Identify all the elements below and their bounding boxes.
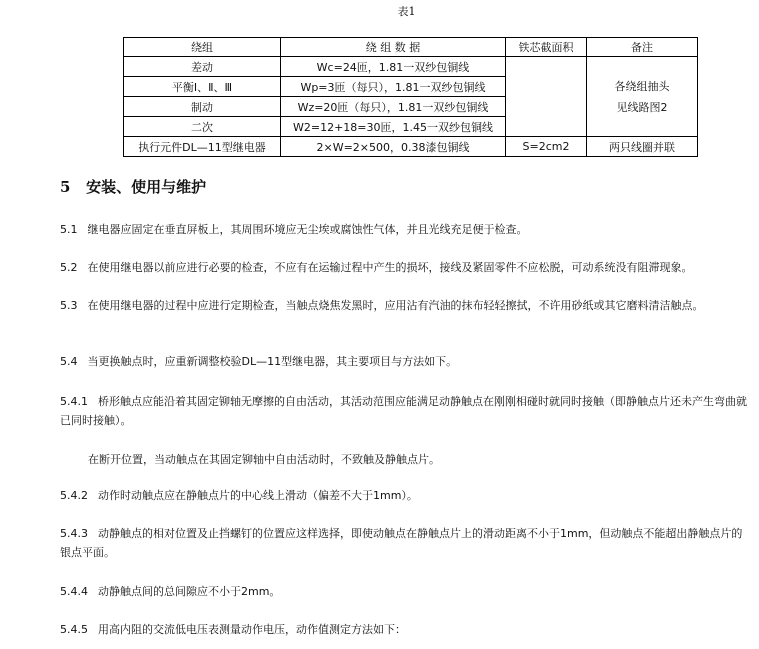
paragraph-5-2: [60, 258, 750, 277]
header-winding: 绕组: [124, 38, 281, 57]
cell-merged-remark: [587, 57, 698, 137]
header-winding-data: 绕 组 数 据: [281, 38, 506, 57]
cell-winding-name: 差动: [124, 57, 281, 77]
cell-winding-data: 2×W=2×500，0.38漆包铜线: [281, 137, 506, 157]
remark-line-2: 见线路图2: [616, 100, 668, 114]
paragraph-5-4-4: [60, 582, 750, 601]
paragraph-text: 桥形触点应能沿着其固定铆轴无摩擦的自由活动，其活动范围应能满足动静触点在刚刚相碰时就同时接触（即静触点片还未产生弯曲就已同时接触）。: [60, 395, 747, 427]
paragraph-text: 当更换触点时，应重新调整校验DL—11型继电器，其主要项目与方法如下。: [87, 355, 458, 368]
cell-winding-name: 二次: [124, 117, 281, 137]
winding-spec-table: [123, 37, 698, 157]
paragraph-text: 动静触点间的总间隙应不小于2mm。: [98, 585, 281, 598]
cell-remark: 两只线圈并联: [587, 137, 698, 157]
cell-winding-name: 制动: [124, 97, 281, 117]
paragraph-number: 5.4.3: [60, 527, 88, 540]
cell-winding-data: Wp=3匝（每只），1.81一双纱包铜线: [281, 77, 506, 97]
table-caption: 表1: [397, 5, 416, 18]
cell-winding-name: 执行元件DL—11型继电器: [124, 137, 281, 157]
header-remark: 备注: [587, 38, 698, 57]
table-header-row: [124, 38, 698, 57]
paragraph-text: 继电器应固定在垂直屏板上，其周围环境应无尘埃或腐蚀性气体，并且光线充足便于检查。: [87, 223, 528, 236]
cell-winding-data: Wz=20匝（每只），1.81一双纱包铜线: [281, 97, 506, 117]
paragraph-5-3: [60, 296, 750, 315]
cell-core-area-empty: [506, 57, 587, 137]
section-title: 安装、使用与维护: [86, 178, 207, 196]
paragraph-text: 动静触点的相对位置及止挡螺钉的位置应这样选择，即使动触点在静触点片上的滑动距离不小于1mm，但动触点不能超出静触点片的银点平面。: [60, 527, 743, 559]
paragraph-text: 用高内阻的交流低电压表测量动作电压，动作值测定方法如下：: [98, 623, 406, 636]
paragraph-text: 动作时动触点应在静触点片的中心线上滑动（偏差不大于1mm）。: [98, 489, 418, 502]
paragraph-number: 5.3: [60, 299, 78, 312]
section-heading: [60, 176, 206, 197]
remark-line-1: 各绕组抽头: [614, 79, 670, 93]
cell-core-area: S=2cm2: [506, 137, 587, 157]
paragraph-text: 在使用继电器以前应进行必要的检查，不应有在运输过程中产生的损坏，接线及紧固零件不应松脱，可动系统没有阻滞现象。: [87, 261, 693, 274]
paragraph-number: 5.1: [60, 223, 78, 236]
paragraph-number: 5.4.1: [60, 395, 88, 408]
paragraph-number: 5.4: [60, 355, 78, 368]
paragraph-5-1: [60, 220, 750, 239]
paragraph-5-4-5: [60, 620, 750, 639]
paragraph-number: 5.4.2: [60, 489, 88, 502]
cell-winding-data: Wc=24匝，1.81一双纱包铜线: [281, 57, 506, 77]
paragraph-5-4: [60, 352, 750, 371]
header-core-area: 铁芯截面积: [506, 38, 587, 57]
paragraph-text: 在断开位置，当动触点在其固定铆轴中自由活动时，不致触及静触点片。: [88, 453, 440, 466]
cell-winding-data: W2=12+18=30匝，1.45一双纱包铜线: [281, 117, 506, 137]
cell-winding-name: 平衡Ⅰ、Ⅱ、Ⅲ: [124, 77, 281, 97]
table-row: [124, 57, 698, 77]
paragraph-text: 在使用继电器的过程中应进行定期检查，当触点烧焦发黑时，应用沾有汽油的抹布轻轻擦拭，不许用砂纸或其它磨料清洁触点。: [87, 299, 704, 312]
paragraph-number: 5.4.4: [60, 585, 88, 598]
paragraph-5-4-1-cont: [88, 450, 750, 469]
paragraph-5-4-1: [60, 392, 750, 430]
section-number: 5: [60, 178, 71, 196]
paragraph-5-4-3: [60, 524, 750, 562]
paragraph-5-4-2: [60, 486, 750, 505]
table-row: [124, 137, 698, 157]
paragraph-number: 5.4.5: [60, 623, 88, 636]
paragraph-number: 5.2: [60, 261, 78, 274]
